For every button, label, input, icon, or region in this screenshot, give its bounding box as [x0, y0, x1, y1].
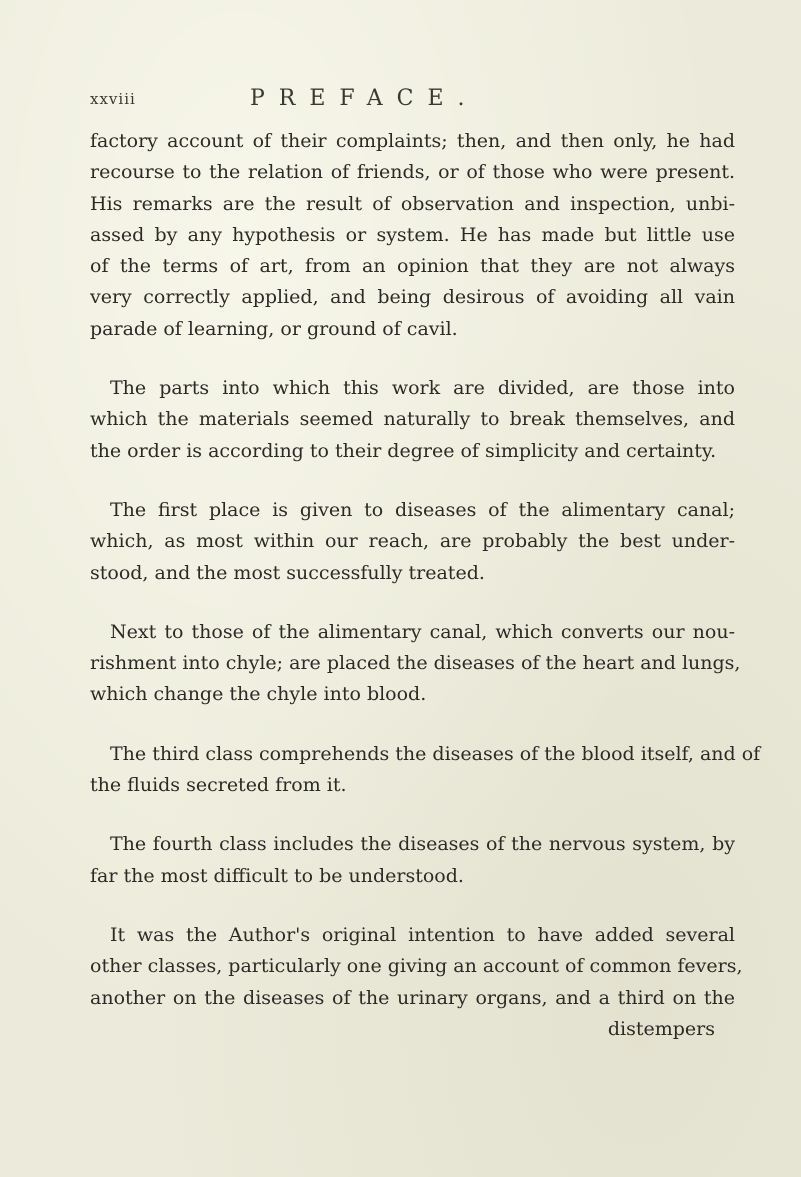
running-head	[90, 86, 730, 116]
catchword: distempers	[607, 1017, 715, 1040]
text-line: It was the Author's original intention to have added several	[110, 923, 735, 946]
text-line: The fourth class includes the diseases of the nervous system, by	[110, 833, 735, 856]
text-line: parade of learning, or ground of cavil.	[90, 317, 458, 340]
paragraph	[90, 126, 735, 345]
text-line: another on the diseases of the urinary organs, and a third on the	[90, 986, 735, 1009]
text-line: the fluids secreted from it.	[90, 774, 347, 797]
page-number: xxviii	[90, 90, 136, 108]
running-title: PREFACE.	[250, 86, 479, 111]
paragraph	[90, 829, 735, 892]
text-line: His remarks are the result of observation and inspection, unbi-	[90, 192, 735, 215]
text-line: Next to those of the alimentary canal, which converts our nou-	[110, 620, 735, 643]
text-line: far the most difficult to be understood.	[90, 864, 464, 887]
text-line: very correctly applied, and being desirous of avoiding all vain	[90, 286, 735, 309]
text-line: recourse to the relation of friends, or of those who were present.	[90, 161, 735, 184]
paragraph	[90, 920, 743, 1045]
text-line: which, as most within our reach, are probably the best under-	[90, 530, 735, 553]
text-line: factory account of their complaints; then, and then only, he had	[90, 130, 735, 152]
text-line: which the materials seemed naturally to break themselves, and	[90, 408, 735, 431]
text-line: stood, and the most successfully treated.	[90, 561, 485, 584]
text-line: which change the chyle into blood.	[90, 683, 427, 706]
paragraph	[90, 495, 735, 589]
text-line: the order is according to their degree of simplicity and certainty.	[90, 439, 717, 462]
text-line: assed by any hypothesis or system. He has made but little use	[90, 223, 735, 246]
body-text	[90, 126, 761, 1045]
paragraph	[90, 739, 761, 802]
paragraph	[90, 617, 741, 711]
text-line: The third class comprehends the diseases of the blood itself, and of	[110, 742, 761, 765]
text-line: of the terms of art, from an opinion that they are not always	[90, 255, 735, 278]
text-line: other classes, particularly one giving an account of common fevers,	[90, 955, 743, 978]
text-line: rishment into chyle; are placed the diseases of the heart and lungs,	[90, 652, 741, 675]
paragraph	[90, 373, 735, 467]
text-line: The first place is given to diseases of the alimentary canal;	[110, 498, 735, 521]
text-line: The parts into which this work are divided, are those into	[110, 377, 735, 400]
